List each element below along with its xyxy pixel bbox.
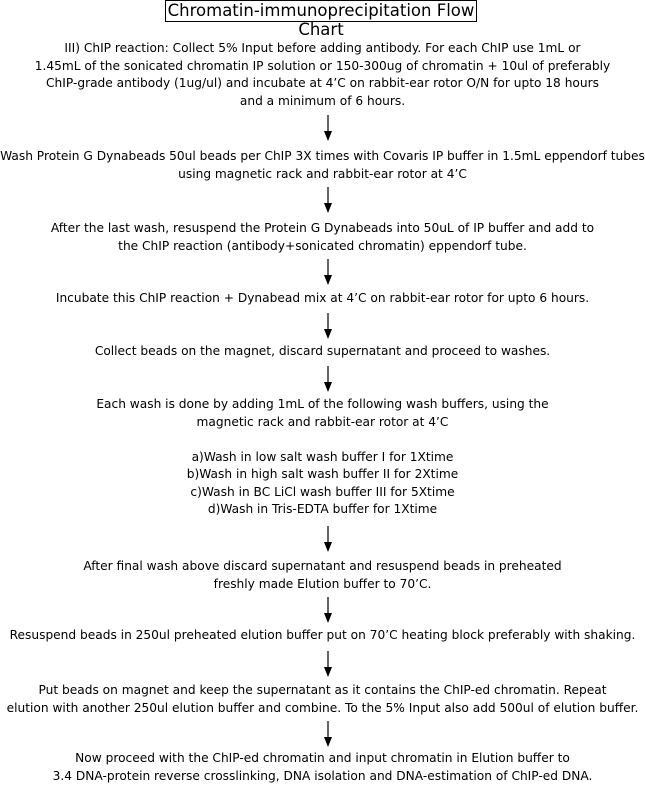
step-2-line-1: Wash Protein G Dynabeads 50ul beads per ChIP 3X times with Covaris IP buffer in 1.5mL eppendorf tubes xyxy=(0,149,645,163)
step-1-line-1: III) ChIP reaction: Collect 5% Input before adding antibody. For each ChIP use 1mL or xyxy=(64,41,581,55)
down-arrow-icon xyxy=(323,313,333,339)
step-3-line-1: After the last wash, resuspend the Protein G Dynabeads into 50uL of IP buffer and add to xyxy=(50,221,595,235)
step-9-collect-supernatant xyxy=(0,682,645,717)
step-6-wash-d: d)Wash in Tris-EDTA buffer for 1Xtime xyxy=(207,502,438,516)
step-6-wash-b: b)Wash in high salt wash buffer II for 2Xtime xyxy=(186,467,459,481)
down-arrow-icon xyxy=(323,115,333,141)
step-3-line-2: the ChIP reaction (antibody+sonicated chromatin) eppendorf tube. xyxy=(118,238,527,253)
step-1-line-3: ChIP-grade antibody (1ug/ul) and incubate at 4’C on rabbit-ear rotor O/N for upto 18 hours xyxy=(46,76,599,90)
step-6-line-1: Each wash is done by adding 1mL of the following wash buffers, using the xyxy=(96,397,549,411)
step-6-wash-buffers xyxy=(0,396,645,519)
step-8-elution-heating xyxy=(0,627,645,645)
step-7-line-1: After final wash above discard supernatant and resuspend beads in preheated xyxy=(83,559,562,573)
step-10-line-1: Now proceed with the ChIP-ed chromatin and input chromatin in Elution buffer to xyxy=(75,751,570,765)
down-arrow-icon xyxy=(323,366,333,392)
down-arrow-icon xyxy=(323,651,333,677)
step-10-line-2: 3.4 DNA-protein reverse crosslinking, DNA isolation and DNA-estimation of ChIP-ed DNA. xyxy=(52,768,593,783)
step-9-line-2: elution with another 250ul elution buffer and combine. To the 5% Input also add 500ul of elution buffer. xyxy=(6,700,639,715)
step-4-incubate xyxy=(0,290,645,308)
down-arrow-icon xyxy=(323,187,333,213)
step-5-collect-beads xyxy=(0,343,645,361)
step-3-resuspend-beads xyxy=(0,220,645,255)
down-arrow-icon xyxy=(323,597,333,623)
down-arrow-icon xyxy=(323,721,333,747)
flowchart-title: Chromatin-immunoprecipitation Flow Chart xyxy=(165,0,477,22)
step-9-line-1: Put beads on magnet and keep the supernatant as it contains the ChIP-ed chromatin. Repeat xyxy=(38,683,607,697)
step-6-spacer xyxy=(0,431,645,449)
step-5-line-1: Collect beads on the magnet, discard supernatant and proceed to washes. xyxy=(94,344,551,358)
step-6-line-2: magnetic rack and rabbit-ear rotor at 4’C xyxy=(196,414,449,429)
step-7-line-2: freshly made Elution buffer to 70’C. xyxy=(213,576,432,591)
down-arrow-icon xyxy=(323,526,333,552)
step-10-proceed xyxy=(0,750,645,785)
step-6-wash-a: a)Wash in low salt wash buffer I for 1Xtime xyxy=(191,449,454,464)
step-1-line-2: 1.45mL of the sonicated chromatin IP solution or 150-300ug of chromatin + 10ul of preferably xyxy=(34,58,611,73)
step-6-wash-c: c)Wash in BC LiCl wash buffer III for 5Xtime xyxy=(190,484,455,499)
down-arrow-icon xyxy=(323,259,333,285)
step-7-final-wash xyxy=(0,558,645,593)
step-8-line-1: Resuspend beads in 250ul preheated elution buffer put on 70’C heating block preferably with shaking. xyxy=(9,628,636,642)
step-1-chip-reaction xyxy=(0,40,645,110)
step-1-line-4: and a minimum of 6 hours. xyxy=(239,93,406,108)
step-2-line-2: using magnetic rack and rabbit-ear rotor at 4’C xyxy=(178,166,467,181)
step-2-wash-dynabeads xyxy=(0,148,645,183)
step-4-line-1: Incubate this ChIP reaction + Dynabead mix at 4’C on rabbit-ear rotor for upto 6 hours. xyxy=(55,291,590,305)
